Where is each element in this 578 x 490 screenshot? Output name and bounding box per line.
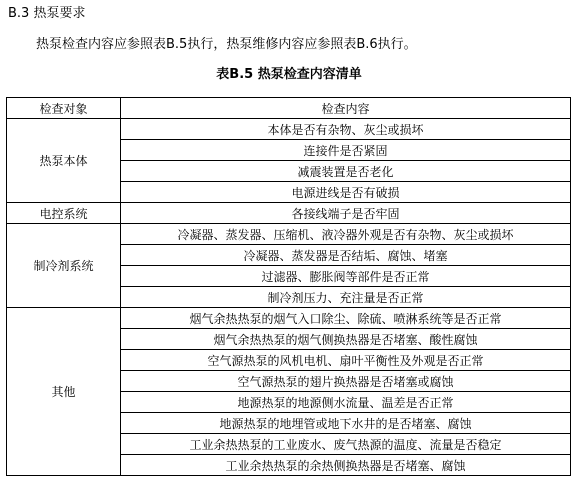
check-object-cell: 热泵本体 <box>7 119 121 203</box>
intro-paragraph: 热泵检查内容应参照表B.5执行，热泵维修内容应参照表B.6执行。 <box>36 37 417 52</box>
check-content-cell: 工业余热热泵的工业废水、废气热源的温度、流量是否稳定 <box>121 434 571 455</box>
check-content-cell: 空气源热泵的翅片换热器是否堵塞或腐蚀 <box>121 371 571 392</box>
header-check-object: 检查对象 <box>7 98 121 119</box>
check-content-cell: 空气源热泵的风机电机、扇叶平衡性及外观是否正常 <box>121 350 571 371</box>
check-content-cell: 地源热泵的地埋管或地下水井的是否堵塞、腐蚀 <box>121 413 571 434</box>
table-row <box>7 224 571 245</box>
check-object-cell: 制冷剂系统 <box>7 224 121 308</box>
table-row <box>7 119 571 140</box>
section-heading: B.3 热泵要求 <box>8 6 86 21</box>
table-row <box>7 203 571 224</box>
table-row <box>7 308 571 329</box>
check-object-cell: 电控系统 <box>7 203 121 224</box>
check-content-cell: 过滤器、膨胀阀等部件是否正常 <box>121 266 571 287</box>
check-content-cell: 电源进线是否有破损 <box>121 182 571 203</box>
check-object-cell: 其他 <box>7 308 121 476</box>
check-content-cell: 各接线端子是否牢固 <box>121 203 571 224</box>
check-content-cell: 冷凝器、蒸发器是否结垢、腐蚀、堵塞 <box>121 245 571 266</box>
inspection-table <box>6 97 571 476</box>
check-content-cell: 减震装置是否老化 <box>121 161 571 182</box>
check-content-cell: 冷凝器、蒸发器、压缩机、液冷器外观是否有杂物、灰尘或损坏 <box>121 224 571 245</box>
table-title: 表B.5 热泵检查内容清单 <box>216 67 362 82</box>
check-content-cell: 本体是否有杂物、灰尘或损坏 <box>121 119 571 140</box>
table-header-row <box>7 98 571 119</box>
check-content-cell: 烟气余热热泵的烟气入口除尘、除硫、喷淋系统等是否正常 <box>121 308 571 329</box>
check-content-cell: 制冷剂压力、充注量是否正常 <box>121 287 571 308</box>
header-check-content: 检查内容 <box>121 98 571 119</box>
check-content-cell: 工业余热热泵的余热侧换热器是否堵塞、腐蚀 <box>121 455 571 476</box>
check-content-cell: 连接件是否紧固 <box>121 140 571 161</box>
check-content-cell: 烟气余热热泵的烟气侧换热器是否堵塞、酸性腐蚀 <box>121 329 571 350</box>
check-content-cell: 地源热泵的地源侧水流量、温差是否正常 <box>121 392 571 413</box>
